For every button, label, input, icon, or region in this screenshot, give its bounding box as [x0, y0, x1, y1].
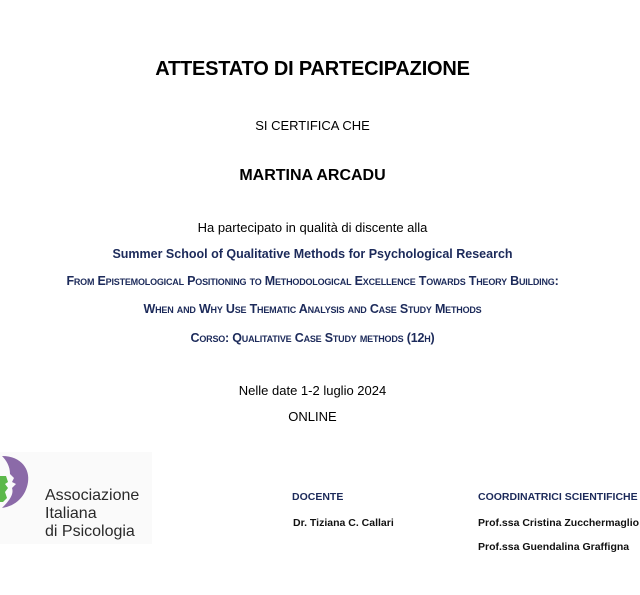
aip-logo [0, 452, 152, 544]
profile-heads-icon [0, 452, 40, 522]
course-dates: Nelle date 1-2 luglio 2024 [238, 383, 387, 398]
coordinator-name-1: Prof.ssa Cristina Zucchermaglio [478, 517, 640, 529]
logo-line-3: di Psicologia [45, 523, 135, 540]
course-name: Corso: Qualitative Case Study methods (12h) [190, 331, 435, 345]
school-name: Summer School of Qualitative Methods for Psychological Research [112, 247, 513, 261]
participation-text: Ha partecipato in qualità di discente alla [197, 220, 428, 235]
certifies-text: SI CERTIFICA CHE [255, 118, 370, 133]
docente-label: DOCENTE [292, 491, 344, 503]
logo-line-2: Italiana [45, 505, 97, 522]
subtitle-line-1: From Epistemological Positioning to Methodological Excellence Towards Theory Building: [66, 274, 559, 288]
subtitle-line-2: When and Why Use Thematic Analysis and Case Study Methods [143, 302, 482, 316]
coordinator-name-2: Prof.ssa Guendalina Graffigna [478, 541, 630, 553]
coordinators-label: COORDINATRICI SCIENTIFICHE [478, 491, 638, 503]
logo-line-1: Associazione [45, 487, 140, 504]
certificate-title: ATTESTATO DI PARTECIPAZIONE [155, 58, 470, 80]
logo-text [45, 487, 139, 541]
course-mode: ONLINE [288, 409, 337, 424]
docente-name: Dr. Tiziana C. Callari [293, 517, 394, 529]
participant-name: MARTINA ARCADU [239, 167, 386, 184]
